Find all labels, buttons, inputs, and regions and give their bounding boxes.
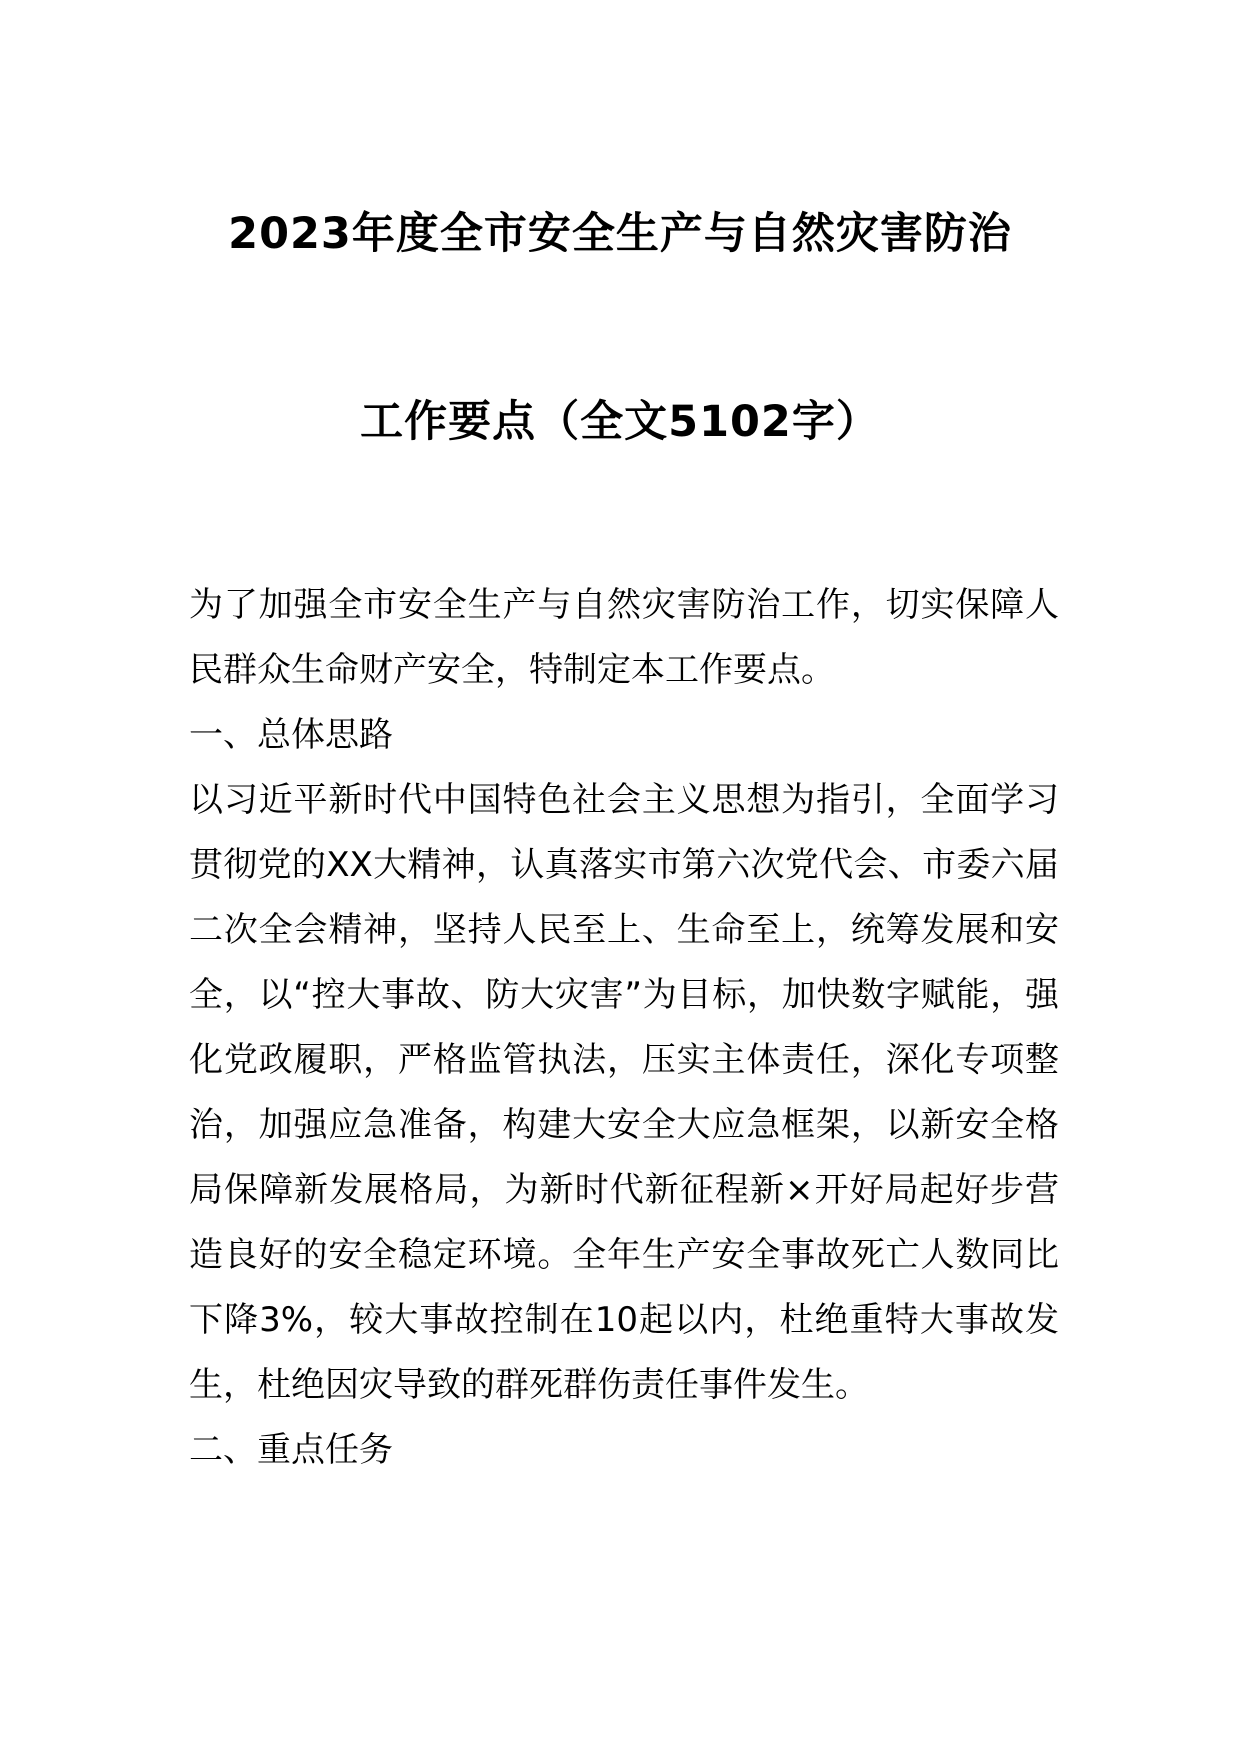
document-body	[189, 573, 1059, 1483]
document-title-line-2: 工作要点（全文5102字）	[360, 397, 880, 447]
section-1-heading: 一、总体思路	[189, 715, 393, 755]
section-2-heading: 二、重点任务	[189, 1430, 393, 1470]
document-title-line-1: 2023年度全市安全生产与自然灾害防治	[228, 209, 1012, 259]
intro-paragraph: 为了加强全市安全生产与自然灾害防治工作，切实保障人民群众生命财产安全，特制定本工作要点。	[189, 585, 1059, 690]
section-1-paragraph: 以习近平新时代中国特色社会主义思想为指引，全面学习贯彻党的XX大精神，认真落实市第六次党代会、市委六届二次全会精神，坚持人民至上、生命至上，统筹发展和安全，以“控大事故、防大灾害”为目标，加快数字赋能，强化党政履职，严格监管执法，压实主体责任，深化专项整治，加强应急准备，构建大安全大应急框架，以新安全格局保障新发展格局，为新时代新征程新×开好局起好步营造良好的安全稳定环境。全年生产安全事故死亡人数同比下降3%，较大事故控制在10起以内，杜绝重特大事故发生，杜绝因灾导致的群死群伤责任事件发生。	[189, 780, 1059, 1405]
